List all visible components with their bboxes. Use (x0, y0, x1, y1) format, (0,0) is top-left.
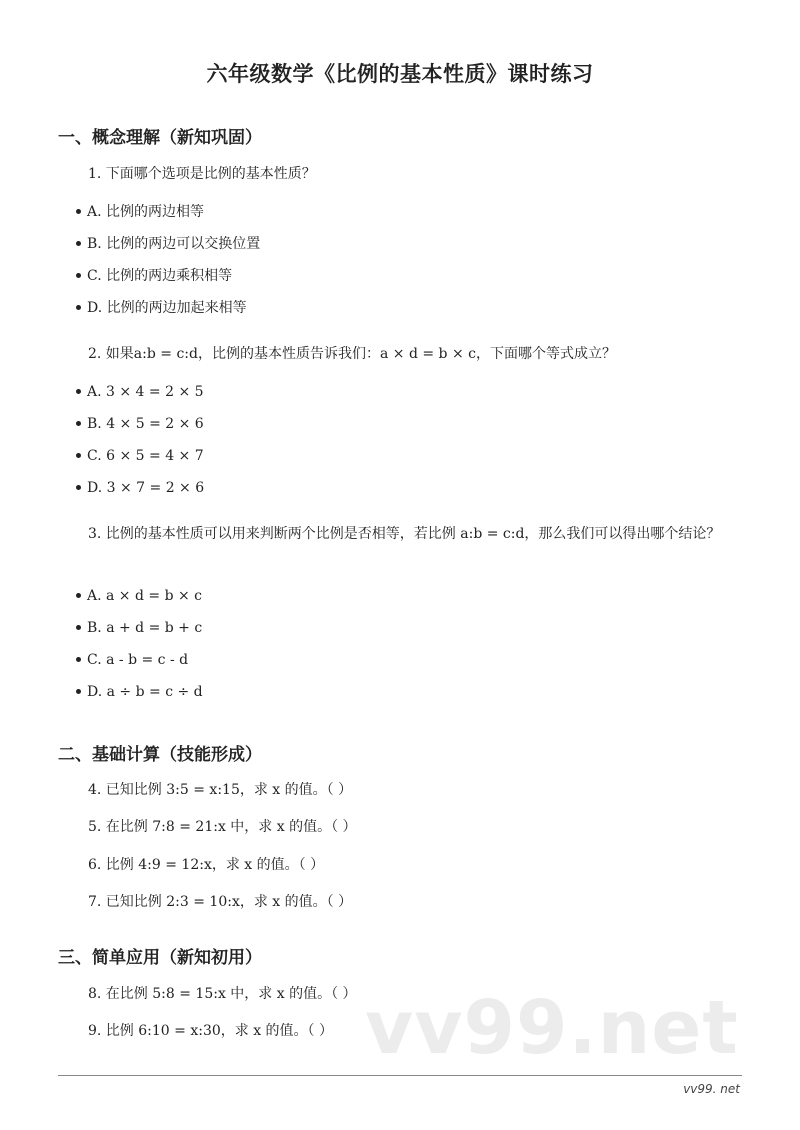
option-1d: D. 比例的两边加起来相等 (76, 298, 247, 318)
section-heading-1: 一、概念理解（新知巩固） (58, 128, 262, 148)
section-heading-2: 二、基础计算（技能形成） (58, 745, 262, 765)
footer-divider (58, 1075, 742, 1076)
question-5: 5. 在比例 7:8 = 21:x 中，求 x 的值。（ ） (88, 819, 357, 835)
option-3a: A. a × d = b × c (76, 586, 202, 606)
question-7: 7. 已知比例 2:3 = 10:x，求 x 的值。（ ） (88, 894, 353, 910)
footer-site-label: vv99. net (683, 1082, 740, 1096)
section-heading-3: 三、简单应用（新知初用） (58, 948, 262, 968)
option-1b: B. 比例的两边可以交换位置 (76, 234, 260, 254)
question-3: 3. 比例的基本性质可以用来判断两个比例是否相等，若比例 a:b = c:d，那么我们可以得出哪个结论？ (88, 526, 721, 542)
option-2d: D. 3 × 7 = 2 × 6 (76, 478, 204, 498)
option-2b: B. 4 × 5 = 2 × 6 (76, 414, 204, 434)
question-6: 6. 比例 4:9 = 12:x，求 x 的值。（ ） (88, 857, 325, 873)
watermark: vv99.net (365, 985, 739, 1071)
page-title: 六年级数学《比例的基本性质》课时练习 (206, 61, 594, 86)
option-3c: C. a - b = c - d (76, 650, 188, 670)
question-8: 8. 在比例 5:8 = 15:x 中，求 x 的值。（ ） (88, 986, 357, 1002)
option-2a: A. 3 × 4 = 2 × 5 (76, 382, 204, 402)
option-2c: C. 6 × 5 = 4 × 7 (76, 446, 204, 466)
question-1: 1. 下面哪个选项是比例的基本性质？ (88, 166, 316, 182)
question-9: 9. 比例 6:10 = x:30，求 x 的值。（ ） (88, 1023, 333, 1039)
question-4: 4. 已知比例 3:5 = x:15，求 x 的值。（ ） (88, 782, 353, 798)
option-3b: B. a + d = b + c (76, 618, 202, 638)
option-3d: D. a ÷ b = c ÷ d (76, 682, 203, 702)
option-1c: C. 比例的两边乘积相等 (76, 266, 232, 286)
option-1a: A. 比例的两边相等 (76, 202, 204, 222)
question-2: 2. 如果a:b = c:d，比例的基本性质告诉我们：a × d = b × c，下面哪个等式成立？ (88, 346, 616, 362)
